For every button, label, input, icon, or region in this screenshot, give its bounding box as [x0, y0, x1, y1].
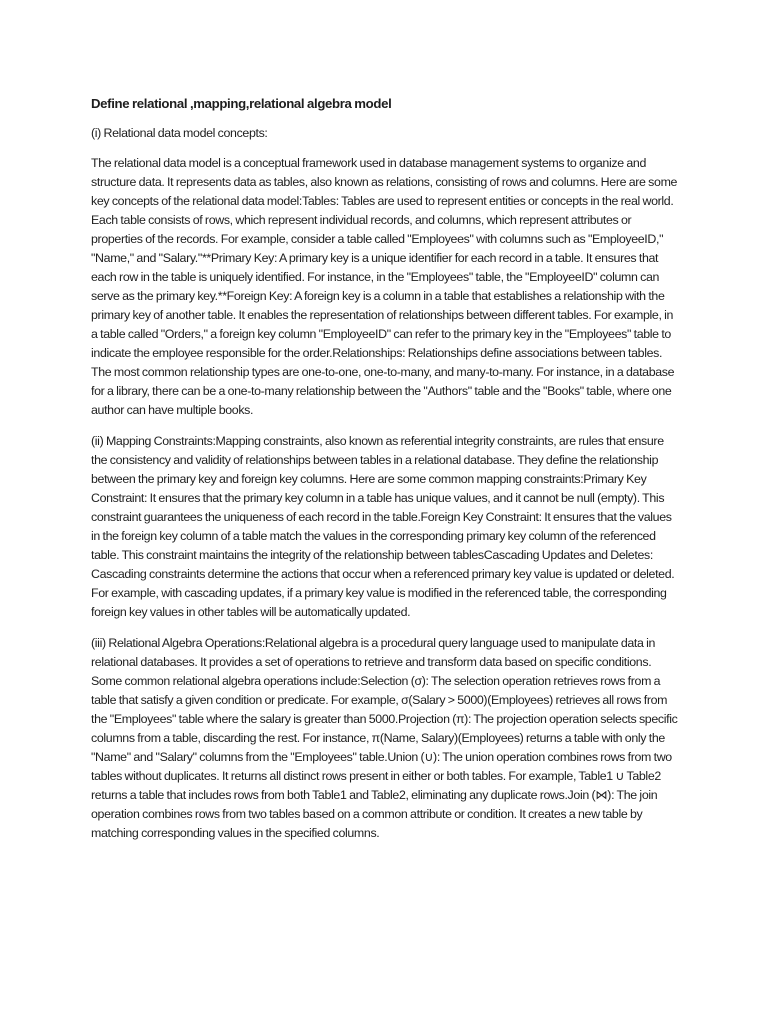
paragraph-relational-algebra: (iii) Relational Algebra Operations:Relational algebra is a procedural query language used to manipulate data in relational databases. It provides a set of operations to retrieve and transform data based on specific conditions. Some common relational algebra operations include:Selection (σ): The selection operation retrieves rows from a table that satisfy a given condition or predicate. For example, σ(Salary > 5000)(Employees) retrieves all rows from the "Employees" table where the salary is greater than 5000.Projection (π): The projection operation selects specific columns from a table, discarding the rest. For instance, π(Name, Salary)(Employees) returns a table with only the "Name" and "Salary" columns from the "Employees" table.Union (∪): The union operation combines rows from two tables without duplicates. It returns all distinct rows present in either or both tables. For example, Table1 ∪ Table2 returns a table that includes rows from both Table1 and Table2, eliminating any duplicate rows.Join (⋈): The join operation combines rows from two tables based on a common attribute or condition. It creates a new table by matching corresponding values in the specified columns.	[91, 636, 678, 840]
paragraph-relational-model: The relational data model is a conceptual framework used in database management systems to organize and structure data. It represents data as tables, also known as relations, consisting of rows and columns. Here are some key concepts of the relational data model:Tables: Tables are used to represent entities or concepts in the real world. Each table consists of rows, which represent individual records, and columns, which represent attributes or properties of the records. For example, consider a table called "Employees" with columns such as "EmployeeID," "Name," and "Salary."**Primary Key: A primary key is a unique identifier for each record in a table. It ensures that each row in the table is uniquely identified. For instance, in the "Employees" table, the "EmployeeID" column can serve as the primary key.**Foreign Key: A foreign key is a column in a table that establishes a relationship with the primary key of another table. It enables the representation of relationships between different tables. For example, in a table called "Orders," a foreign key column "EmployeeID" can refer to the primary key in the "Employees" table to indicate the employee responsible for the order.Relationships: Relationships define associations between tables. The most common relationship types are one-to-one, one-to-many, and many-to-many. For instance, in a database for a library, there can be a one-to-many relationship between the "Authors" table and the "Books" table, where one author can have multiple books.	[91, 156, 678, 417]
paragraph-mapping-constraints: (ii) Mapping Constraints:Mapping constraints, also known as referential integrity constraints, are rules that ensure the consistency and validity of relationships between tables in a relational database. They define the relationship between the primary key and foreign key columns. Here are some common mapping constraints:Primary Key Constraint: It ensures that the primary key column in a table has unique values, and it cannot be null (empty). This constraint guarantees the uniqueness of each record in the table.Foreign Key Constraint: It ensures that the values in the foreign key column of a table match the values in the corresponding primary key column of the referenced table. This constraint maintains the integrity of the relationship between tablesCascading Updates and Deletes: Cascading constraints determine the actions that occur when a referenced primary key value is updated or deleted. For example, with cascading updates, if a primary key value is modified in the referenced table, the corresponding foreign key values in other tables will be automatically updated.	[91, 434, 675, 619]
section-heading-relational-model: (i) Relational data model concepts:	[91, 126, 268, 140]
document-title: Define relational ,mapping,relational algebra model	[91, 96, 392, 111]
document-page	[91, 96, 681, 843]
